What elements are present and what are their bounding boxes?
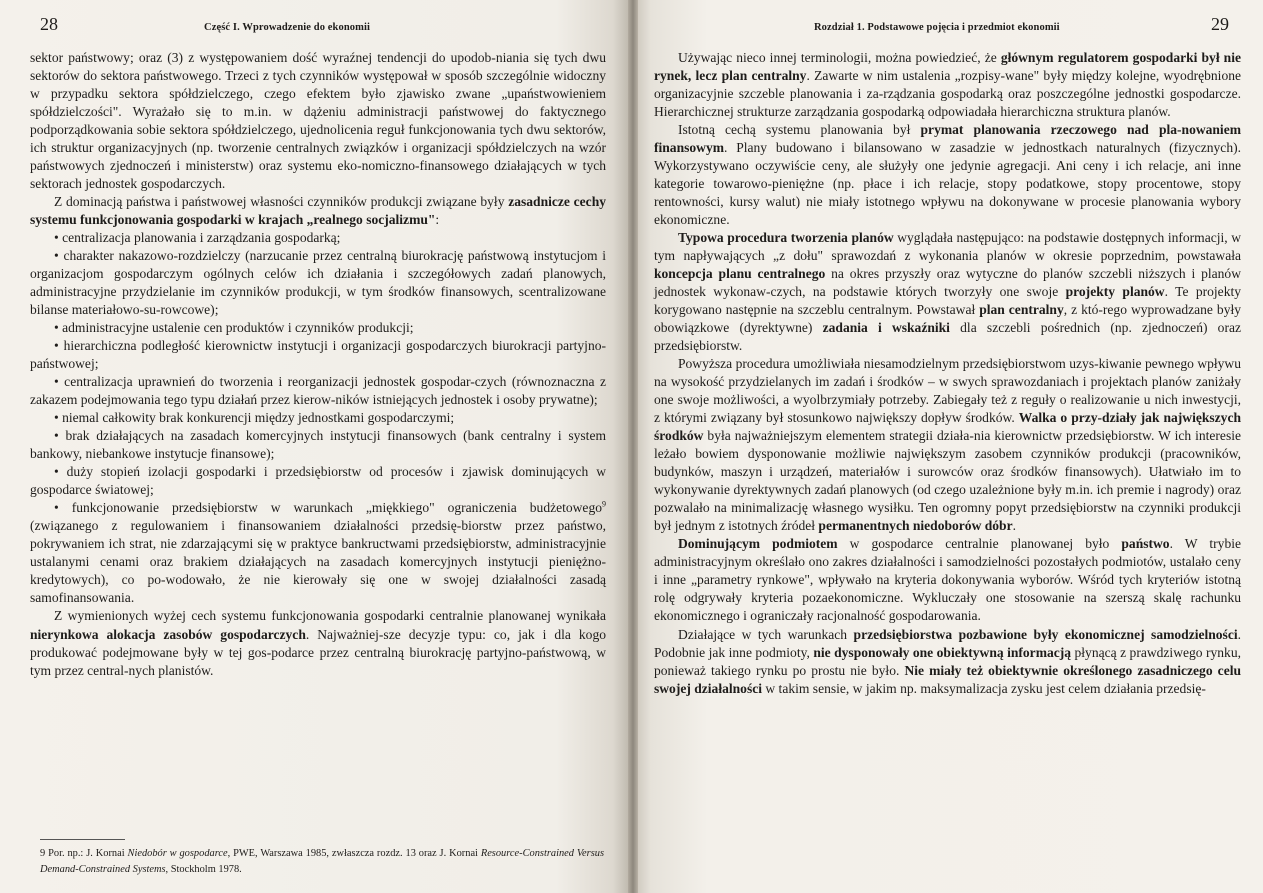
page-number: 29	[1211, 14, 1229, 34]
text-run: była najważniejszym elementem strategii działa-nia kierownictw przedsiębiorstw. W ich interesie leżało bowiem dysponowanie możliwie największym zasobem czynników produkcji (pracowników, budynków, maszyn i urządzeń, materiałów i surowców oraz środków finansowych). Ułatwiało im to wykonywanie dyrektywnych zadań planowych (od czego uzależnione były m.in. ich premie i nagrody) oraz pozwalało na minimalizację własnego wysiłku. Ten ogromny popyt przedsiębiorstw na czynniki produkcji był jednym z istotnych źródeł	[654, 428, 1241, 534]
paragraph	[654, 121, 1241, 229]
paragraph	[654, 535, 1241, 625]
bold-term: przedsiębiorstwa pozbawione były ekonomicznej samodzielności	[853, 626, 1238, 642]
text-run: . Plany budowano i bilansowano w zasadzie w jednostkach naturalnych (fizycznych). Wykorzystywano oczywiście ceny, ale służyły one jedynie agregacji. Ani ceny i ich relacje, ani inne kategorie towarowo-pieniężne (np. płace i ich relacje, stopy podatkowe, stopy procentowe, stopy rentowności, kursy walut) nie miały istotnego wpływu na dokonywane w procesie planowania wybory ekonomiczne.	[654, 140, 1241, 228]
bold-term: nie dysponowały one obiektywną informacją	[813, 644, 1072, 660]
bullet-item	[30, 319, 606, 337]
text-run: sektor państwowy; oraz (3) z występowaniem dość wyraźnej tendencji do upodob-niania się tych dwu sektorów do sektora państwowego. Trzeci z tych czynników występował w sposób szczególnie widoczny w przypadku sektora spółdzielczego, czego efektem było zjawisko zwane „upaństwowieniem spółdzielczości". Wyrażało się to m.in. w dążeniu administracji państwowej do faktycznego podporządkowania sobie sektora spółdzielczego, ujednolicenia reguł funkcjonowania tych dwu sektorów, ich struktur organizacyjnych (np. tworzenie centralnych związków i organizacji spółdzielczych na wzór państwowych zjednoczeń i ministerstw) oraz systemu eko-nomiczno-finansowego działających w tych sektorach jednostek gospodarczych.	[30, 50, 606, 192]
bold-term: projekty planów	[1065, 284, 1165, 300]
text-run: . Te projekty korygowano następnie na szczeblu centralnym. Powstawał	[654, 284, 1242, 318]
footnote-marker: 9	[602, 499, 606, 509]
text-run: Używając nieco innej terminologii, można powiedzieć, że	[678, 50, 1001, 65]
footnote	[40, 846, 604, 877]
text-run: • charakter nakazowo-rozdzielczy (narzucanie przez centralną biurokrację państwową instytucjom i organizacjom gospodarczym ogólnych celów ich działania i szczegółowych zadań planowych, administracyjne przydzielanie im czynników produkcji, w tym środków finansowych, scentralizowane bilanse materiałowo-su-rowcowe);	[30, 248, 606, 318]
bullet-item	[30, 247, 606, 319]
text-run: , PWE, Warszawa 1985, zwłaszcza rozdz. 13 oraz J. Kornai	[227, 848, 481, 859]
right-page	[632, 0, 1263, 893]
text-run: dla szczebli pośrednich (np. zjednoczeń) oraz przedsiębiorstw.	[654, 320, 1241, 354]
text-run: . Najważniej-sze decyzje typu: co, jak i dla kogo produkować podejmowane były w tej gos-podarce przez centralną biurokrację partyjno-państwową, w tym przez central-nych planistów.	[30, 626, 606, 678]
text-run: • niemal całkowity brak konkurencji między jednostkami gospodarczymi;	[54, 410, 455, 426]
text-run: • centralizacja uprawnień do tworzenia i reorganizacji jednostek gospodar-czych (równoznaczna z zakazem podejmowania tego typu działań przez kierow-ników istniejących jednostek i osoby prywatne);	[30, 374, 606, 408]
text-run: • duży stopień izolacji gospodarki i przedsiębiorstw od procesów i zjawisk dominujących w gospodarce światowej;	[30, 464, 606, 498]
bullet-item	[30, 409, 606, 427]
text-run: :	[435, 212, 440, 228]
bold-term: Typowa procedura tworzenia planów	[678, 230, 894, 246]
bold-term: głównym regulatorem gospodarki był nie rynek, lecz plan centralny	[654, 50, 1241, 84]
bold-term: koncepcja planu centralnego	[654, 266, 826, 282]
bold-term: permanentnych niedoborów dóbr	[818, 518, 1013, 534]
bold-term: państwo	[1121, 536, 1170, 552]
bullet-item	[30, 373, 606, 409]
paragraph	[654, 626, 1241, 698]
text-run: . W trybie administracyjnym określało ono zakres działalności i samodzielności pozostałych podmiotów, ustalało ceny i inne „parametry rynkowe", wpływało na kryteria dokonywania wyborów. Wśród tych kryteriów istotną rolę odgrywały kryteria pozaekonomiczne. Wykluczały one stosowanie na szerszą skalę rachunku ekonomicznego i ograniczały racjonalność gospodarowania.	[654, 536, 1241, 624]
bold-term: plan centralny	[979, 302, 1064, 318]
paragraph	[30, 49, 606, 193]
bold-term: nierynkowa alokacja zasobów gospodarczych	[30, 626, 306, 642]
bullet-item	[30, 463, 606, 499]
text-run: Powyższa procedura umożliwiała niesamodzielnym przedsiębiorstwom uzys-kiwanie pewnego wpływu na wysokość przydzielanych im zadań i środków – w swych sprawozdaniach i projektach planów zaniżały one swoje możliwości, a wyolbrzymiały potrzeby. Zabiegały też z reguły o realizowanie u nich inwestycji, z którymi związany był stosunkowo największy dopływ środków.	[654, 356, 1241, 426]
text-run: • brak działających na zasadach komercyjnych instytucji finansowych (bank centralny i system bankowy, niebankowe instytucje finansowe);	[30, 428, 606, 462]
running-head-title: Część I. Wprowadzenie do ekonomii	[204, 22, 370, 33]
text-run: • hierarchiczna podległość kierownictw instytucji i organizacji gospodarczych biurokracji partyjno-państwowej;	[30, 338, 606, 372]
text-run: • funkcjonowanie przedsiębiorstw w warunkach „miękkiego" ograniczenia budżetowego	[54, 500, 602, 516]
bold-term: prymat planowania rzeczowego nad pla-nowaniem finansowym	[654, 122, 1241, 156]
running-head-title: Rozdział 1. Podstawowe pojęcia i przedmiot ekonomii	[814, 22, 1060, 33]
bold-term: Dominującym podmiotem	[678, 536, 838, 552]
italic-title: Resource-Constrained Versus Demand-Constrained Systems	[40, 848, 604, 875]
text-run: , Stockholm 1978.	[165, 863, 242, 875]
text-run: Działające w tych warunkach	[678, 626, 854, 642]
text-run: w gospodarce centralnie planowanej było	[837, 536, 1122, 552]
left-body-text	[30, 49, 608, 680]
paragraph	[30, 607, 606, 679]
italic-title: Niedobór w gospodarce	[127, 848, 228, 859]
text-run: , z któ-rego wyprowadzane były obowiązkowe (dyrektywne)	[654, 302, 1242, 336]
text-run: na okres przyszły oraz wytyczne do planów szczebli niższych i planów jednostek wykonaw-czych, na podstawie których tworzyły one swoje	[654, 266, 1241, 300]
text-run: . Podobnie jak inne podmioty,	[654, 626, 1241, 660]
paragraph	[30, 193, 606, 229]
bullet-item	[30, 229, 606, 247]
text-run: . Zawarte w nim ustalenia „rozpisy-wane" były między kolejne, wyodrębnione organizacyjnie szczeble planowania i za-rządzania gospodarką oraz poszczególne jednostki gospodarcze. Hierarchicznej strukturze zarządzania gospodarką odpowiadała hierarchiczna struktura planów.	[654, 68, 1242, 120]
bullet-item	[30, 337, 606, 373]
paragraph	[654, 355, 1241, 535]
right-body-text	[654, 49, 1243, 698]
text-run: w takim sensie, w jakim np. maksymalizacja zysku jest celem działania przedsię-	[762, 680, 1206, 696]
text-run: płynącą z prawdziwego rynku, ponieważ takiego rynku po prostu nie było.	[654, 644, 1241, 678]
footnote-rule	[40, 839, 125, 840]
text-run: (związanego z regulowaniem i finansowaniem działalności przedsię-biorstw przez państwo, pokrywaniem ich strat, nie zdarzającymi się w praktyce bankructwami przedsiębiorstw, administracyjnie ustalanymi cenami oraz brakiem działających na zasadach komercyjnych instytucji pieniężno-kredytowych), co po-wodowało, że nie kierowały się one w swojej działalności zasadą samofinansowania.	[30, 518, 606, 606]
bold-term: Walka o przy-działy jak największych środków	[654, 410, 1241, 444]
text-run: Z dominacją państwa i państwowej własności czynników produkcji związane były	[54, 194, 509, 210]
book-gutter	[628, 0, 638, 893]
text-run: .	[1012, 518, 1016, 534]
page-number: 28	[40, 14, 58, 34]
text-run: Z wymienionych wyżej cech systemu funkcjonowania gospodarki centralnie planowanej wynikała	[54, 608, 606, 624]
running-header-left	[30, 14, 608, 38]
bold-term: zasadnicze cechy systemu funkcjonowania gospodarki w krajach „realnego socjalizmu"	[30, 194, 607, 228]
text-run: wyglądała następująco: na podstawie dostępnych informacji, w tym napływających „z dołu" sprawozdań z wykonania planów w okresie poprzednim, powstawała	[654, 230, 1241, 264]
running-header-right	[654, 14, 1243, 38]
text-run: • administracyjne ustalenie cen produktów i czynników produkcji;	[54, 320, 414, 336]
text-run: • centralizacja planowania i zarządzania gospodarką;	[54, 230, 341, 246]
text-run: 9 Por. np.: J. Kornai	[40, 848, 128, 859]
text-run: Istotną cechą systemu planowania był	[678, 122, 921, 138]
bullet-item	[30, 499, 606, 607]
paragraph	[654, 49, 1241, 121]
bold-term: zadania i wskaźniki	[822, 320, 950, 336]
bold-term: Nie miały też obiektywnie określonego zasadniczego celu swojej działalności	[654, 662, 1242, 696]
bullet-item	[30, 427, 606, 463]
paragraph	[654, 229, 1241, 355]
